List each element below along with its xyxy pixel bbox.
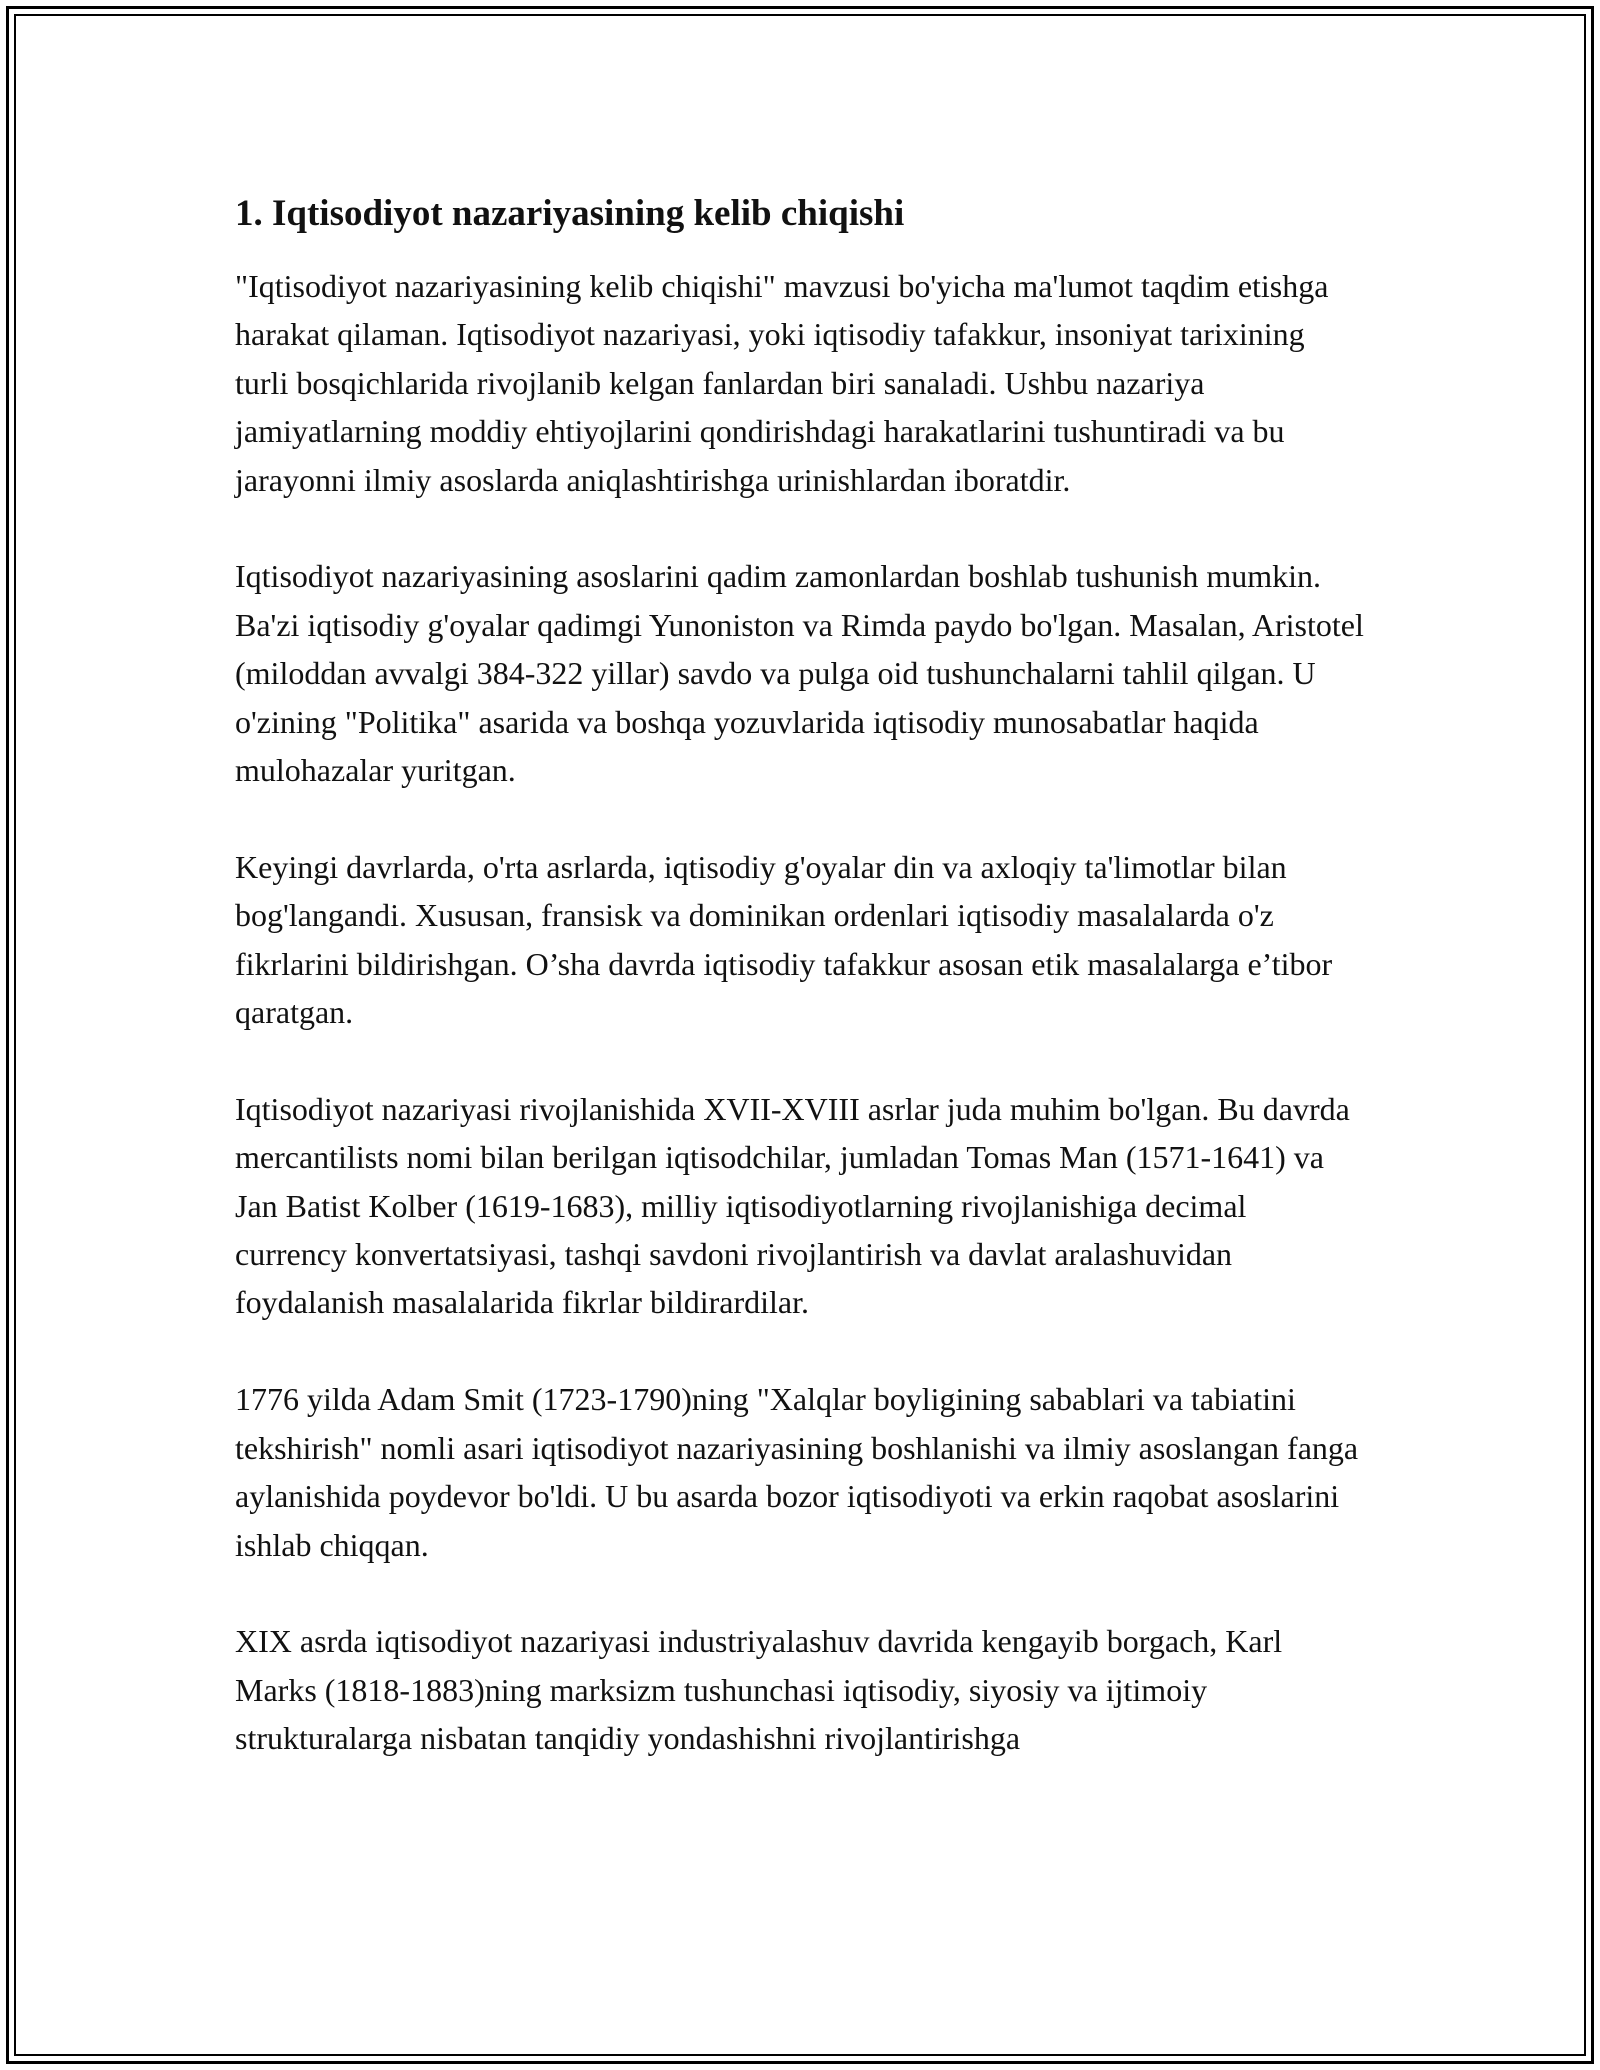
- paragraph-middle-ages: Keyingi davrlarda, o'rta asrlarda, iqtisodiy g'oyalar din va axloqiy ta'limotlar bilan bog'langandi. Xususan, fransisk va dominikan ordenlari iqtisodiy masalalarda o'z fikrlarini bildirishgan. O’sha davrda iqtisodiy tafakkur asosan etik masalalarga e’tibor qaratgan.: [235, 848, 1333, 1031]
- paragraph-intro: "Iqtisodiyot nazariyasining kelib chiqishi" mavzusi bo'yicha ma'lumot taqdim etishga harakat qilaman. Iqtisodiyot nazariyasi, yoki iqtisodiy tafakkur, insoniyat tarixining turli bosqichlarida rivojlanib kelgan fanlardan biri sanaladi. Ushbu nazariya jamiyatlarning moddiy ehtiyojlarini qondirishdagi harakatlarini tushuntiradi va bu jarayonni ilmiy asoslarda aniqlashtirishga urinishlardan iboratdir.: [235, 268, 1329, 498]
- paragraph-mercantilism: Iqtisodiyot nazariyasi rivojlanishida XVII-XVIII asrlar juda muhim bo'lgan. Bu davrda mercantilists nomi bilan berilgan iqtisodchilar, jumladan Tomas Man (1571-1641) va Jan Batist Kolber (1619-1683), milliy iqtisodiyotlarning rivojlanishiga decimal currency konvertatsiyasi, tashqi savdoni rivojlantirish va davlat aralashuvidan foydalanish masalalarida fikrlar bildirardilar.: [235, 1090, 1350, 1321]
- paragraph-ancient: Iqtisodiyot nazariyasining asoslarini qadim zamonlardan boshlab tushunish mumkin. Ba'zi iqtisodiy g'oyalar qadimgi Yunoniston va Rimda paydo bo'lgan. Masalan, Aristotel (miloddan avvalgi 384-322 yillar) savdo va pulga oid tushunchalarni tahlil qilgan. U o'zining "Politika" asarida va boshqa yozuvlarida iqtisodiy munosabatlar haqida mulohazalar yuritgan.: [235, 558, 1364, 789]
- document-title: 1. Iqtisodiyot nazariyasining kelib chiqishi: [235, 193, 905, 234]
- paragraph-nineteenth-century: XIX asrda iqtisodiyot nazariyasi industriyalashuv davrida kengayib borgach, Karl Marks (1818-1883)ning marksizm tushunchasi iqtisodiy, siyosiy va ijtimoiy strukturalarga nisbatan tanqidiy yondashishni rivojlantirishga: [235, 1623, 1283, 1757]
- document-body: [235, 184, 1365, 1811]
- paragraph-adam-smith: 1776 yilda Adam Smit (1723-1790)ning "Xalqlar boyligining sabablari va tabiatini tekshirish" nomli asari iqtisodiyot nazariyasining boshlanishi va ilmiy asoslangan fanga aylanishida poydevor bo'ldi. U bu asarda bozor iqtisodiyoti va erkin raqobat asoslarini ishlab chiqqan.: [235, 1381, 1359, 1563]
